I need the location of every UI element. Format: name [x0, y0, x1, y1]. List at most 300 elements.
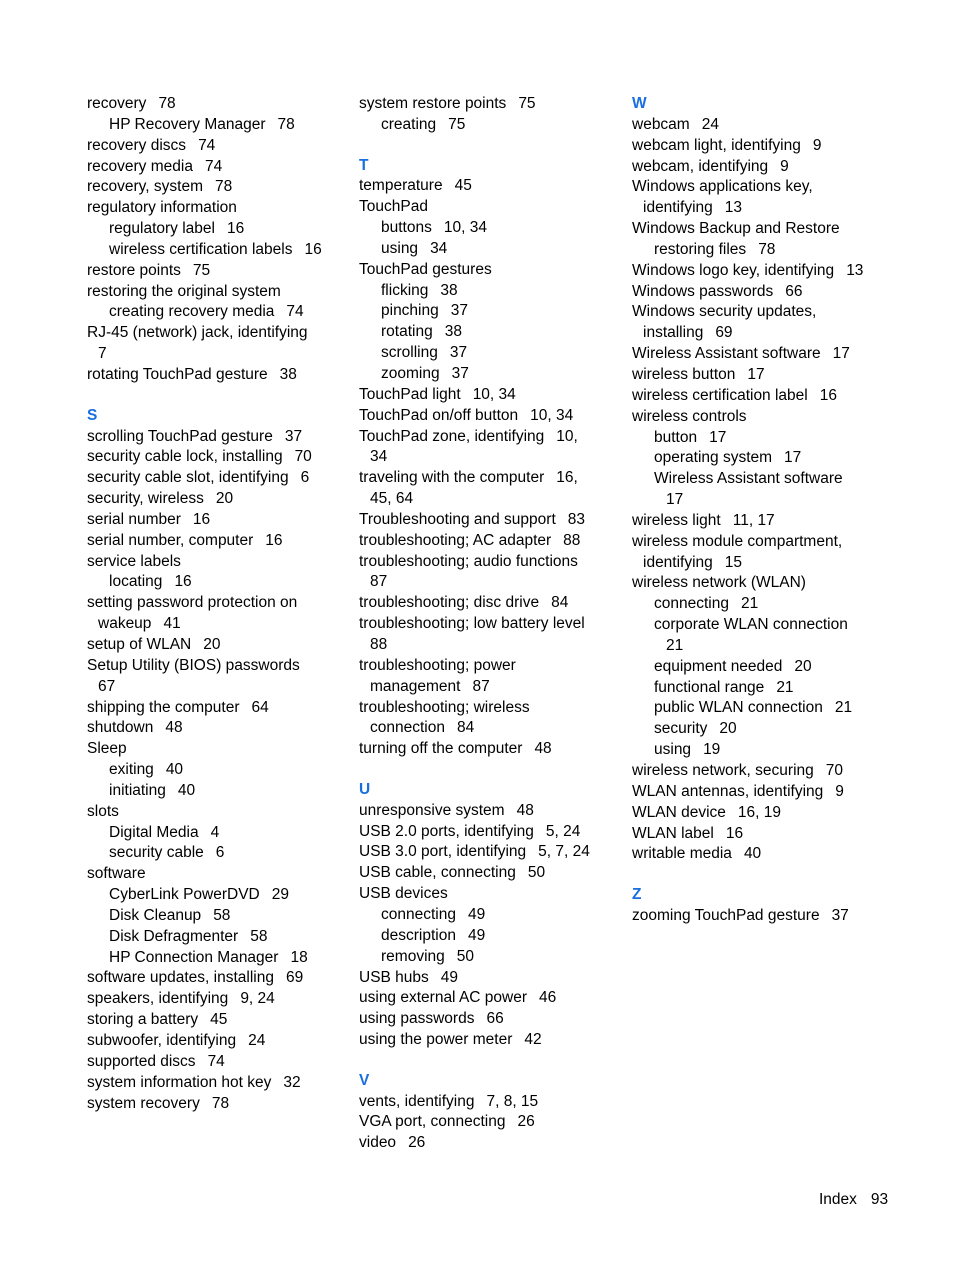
entry-term: locating — [109, 573, 163, 591]
entry-term: identifying — [643, 553, 713, 571]
entry-term: Troubleshooting and support — [359, 510, 556, 528]
entry-page-refs: 37 — [449, 344, 468, 362]
entry-term: USB devices — [359, 885, 448, 903]
entry-page-refs: 66 — [486, 1010, 504, 1028]
index-entry — [632, 282, 882, 303]
entry-term: Disk Defragmenter — [109, 927, 239, 945]
entry-page-refs: 17 — [784, 449, 802, 467]
index-entry — [359, 1009, 609, 1030]
entry-page-refs: 20 — [203, 635, 221, 653]
entry-term: recovery — [87, 95, 147, 112]
entry-page-refs: 16 — [725, 824, 744, 842]
index-entry — [632, 344, 882, 365]
index-entry — [359, 197, 609, 218]
entry-term: 88 — [370, 635, 388, 653]
index-subentry — [359, 239, 609, 260]
entry-page-refs: 18 — [290, 948, 308, 966]
index-subentry — [359, 364, 609, 385]
index-entry — [87, 1094, 337, 1115]
index-subentry — [632, 698, 882, 719]
entry-page-refs: 49 — [467, 926, 486, 944]
index-subentry — [632, 740, 882, 761]
entry-page-refs: 21 — [776, 678, 794, 696]
entry-term: security — [654, 720, 708, 738]
entry-page-refs: 50 — [456, 947, 474, 965]
entry-term: initiating — [109, 781, 166, 799]
entry-term: troubleshooting; audio functions — [359, 552, 578, 570]
index-subentry — [359, 905, 609, 926]
index-entry — [87, 1073, 337, 1094]
entry-page-refs: 4 — [210, 823, 220, 841]
index-entry — [359, 510, 609, 531]
entry-term: slots — [87, 802, 119, 820]
index-entry — [359, 842, 609, 863]
index-entry — [87, 968, 337, 989]
entry-term: operating system — [654, 449, 773, 467]
section-letter: U — [359, 780, 371, 798]
entry-page-refs: 88 — [563, 531, 581, 549]
entry-term: software — [87, 865, 146, 883]
entry-page-refs: 49 — [467, 906, 486, 923]
entry-term: wakeup — [98, 615, 152, 633]
entry-page-refs: 17 — [709, 428, 727, 446]
index-subentry — [87, 760, 337, 781]
entry-page-refs: 13 — [846, 261, 864, 279]
entry-term: wireless network, securing — [632, 762, 814, 779]
entry-page-refs: 38 — [444, 323, 462, 341]
index-entry — [87, 510, 337, 531]
index-subentry — [632, 594, 882, 615]
entry-page-refs: 78 — [158, 95, 176, 112]
entry-term: 21 — [666, 636, 684, 654]
index-subentry — [87, 906, 337, 927]
index-subentry — [632, 448, 882, 469]
entry-page-refs: 78 — [277, 115, 295, 133]
footer-label: Index — [819, 1191, 857, 1208]
entry-term: serial number — [87, 510, 181, 528]
index-entry — [632, 115, 882, 136]
entry-term: shutdown — [87, 719, 154, 737]
entry-page-refs: 16 — [192, 510, 211, 528]
index-entry — [87, 593, 337, 614]
entry-page-refs: 69 — [285, 969, 304, 987]
entry-term: USB cable, connecting — [359, 864, 516, 882]
index-entry-continuation — [632, 553, 882, 574]
entry-term: scrolling TouchPad gesture — [87, 427, 273, 445]
entry-page-refs: 37 — [284, 427, 303, 445]
index-subentry — [359, 947, 609, 968]
index-entry — [359, 863, 609, 884]
entry-page-refs: 74 — [198, 136, 216, 154]
entry-term: zooming TouchPad gesture — [632, 906, 820, 924]
entry-term: connection — [370, 719, 445, 737]
entry-term: restoring the original system — [87, 282, 281, 300]
index-entry — [359, 1030, 609, 1051]
index-subentry — [632, 490, 882, 511]
entry-term: recovery media — [87, 157, 193, 175]
entry-term: troubleshooting; disc drive — [359, 594, 540, 612]
entry-term: wireless light — [632, 511, 721, 529]
entry-page-refs: 16 — [819, 386, 837, 404]
entry-term: equipment needed — [654, 657, 783, 675]
index-entry — [87, 552, 337, 573]
entry-term: installing — [643, 324, 704, 342]
index-subentry — [87, 927, 337, 948]
index-entry — [359, 385, 609, 406]
index-subentry — [87, 302, 337, 323]
index-entry — [87, 531, 337, 552]
index-entry — [632, 177, 882, 198]
entry-term: zooming — [381, 365, 440, 383]
entry-term: wireless module compartment, — [632, 532, 843, 550]
entry-term: troubleshooting; low battery level — [359, 615, 585, 633]
index-entry — [632, 407, 882, 428]
entry-page-refs: 10, 34 — [530, 406, 574, 424]
index-entry — [87, 864, 337, 885]
index-subentry — [632, 719, 882, 740]
index-entry — [359, 552, 609, 573]
entry-term: Setup Utility (BIOS) passwords — [87, 656, 300, 674]
entry-term: TouchPad light — [359, 385, 461, 403]
entry-term: using — [381, 239, 419, 257]
entry-term: webcam — [632, 115, 690, 133]
entry-term: exiting — [109, 761, 154, 779]
entry-term: 45, 64 — [370, 490, 414, 508]
entry-term: functional range — [654, 678, 765, 696]
index-entry-continuation — [87, 677, 337, 698]
section-letter: Z — [632, 886, 642, 904]
index-entry-continuation — [359, 718, 609, 739]
index-entry — [87, 698, 337, 719]
entry-page-refs: 58 — [213, 906, 231, 924]
entry-page-refs: 24 — [248, 1032, 266, 1050]
entry-term: WLAN device — [632, 803, 726, 821]
index-entry — [632, 261, 882, 282]
index-entry — [87, 802, 337, 823]
index-entry — [359, 801, 609, 822]
index-entry — [632, 761, 882, 782]
entry-page-refs: 11, 17 — [732, 511, 775, 529]
entry-page-refs: 21 — [740, 595, 759, 613]
entry-page-refs: 26 — [408, 1134, 426, 1152]
index-subentry — [632, 636, 882, 657]
index-entry-continuation — [359, 677, 609, 698]
entry-term: buttons — [381, 219, 432, 237]
index-entry — [359, 822, 609, 843]
entry-term: pinching — [381, 302, 439, 320]
entry-term: webcam light, identifying — [632, 136, 801, 154]
entry-term: TouchPad — [359, 198, 428, 216]
entry-page-refs: 37 — [451, 365, 469, 383]
entry-term: temperature — [359, 177, 443, 195]
index-entry — [87, 718, 337, 739]
entry-term: TouchPad gestures — [359, 260, 492, 278]
entry-page-refs: 74 — [204, 157, 223, 175]
index-entry — [359, 176, 609, 197]
index-entry — [87, 94, 337, 115]
entry-page-refs: 16 — [226, 220, 245, 238]
entry-term: security cable lock, installing — [87, 448, 283, 466]
entry-term: Windows passwords — [632, 282, 774, 300]
entry-term: speakers, identifying — [87, 990, 229, 1008]
entry-term: USB 2.0 ports, identifying — [359, 822, 534, 840]
entry-page-refs: 37 — [831, 906, 849, 924]
entry-page-refs: 5, 7, 24 — [538, 843, 590, 861]
entry-term: wireless button — [632, 365, 736, 383]
index-entry — [87, 365, 337, 386]
index-entry — [87, 136, 337, 157]
index-subentry — [632, 428, 882, 449]
entry-term: wireless certification labels — [109, 240, 293, 258]
entry-term: system restore points — [359, 95, 507, 112]
entry-page-refs: 24 — [701, 115, 719, 133]
entry-term: software updates, installing — [87, 969, 274, 987]
index-entry — [359, 656, 609, 677]
section-letter: T — [359, 156, 369, 174]
entry-term: security, wireless — [87, 490, 204, 508]
index-entry — [632, 573, 882, 594]
entry-page-refs: 9 — [812, 136, 822, 154]
index-entry-continuation — [359, 572, 609, 593]
index-entry — [632, 532, 882, 553]
index-entry — [87, 282, 337, 303]
page-number: 93 — [870, 1191, 889, 1208]
entry-term: HP Connection Manager — [109, 948, 279, 966]
entry-term: troubleshooting; AC adapter — [359, 531, 552, 549]
entry-term: restoring files — [654, 240, 747, 258]
index-subentry — [359, 115, 609, 136]
entry-page-refs: 9, 24 — [240, 990, 275, 1008]
index-entry — [632, 219, 882, 240]
entry-term: TouchPad zone, identifying — [359, 427, 545, 445]
index-entry — [632, 136, 882, 157]
entry-page-refs: 42 — [524, 1031, 542, 1049]
index-subentry — [632, 657, 882, 678]
entry-page-refs: 84 — [456, 719, 475, 737]
section-letter: S — [87, 406, 98, 424]
entry-term: security cable slot, identifying — [87, 469, 289, 487]
page-footer — [819, 1191, 888, 1209]
entry-page-refs: 10, 34 — [472, 385, 516, 403]
index-entry — [87, 468, 337, 489]
entry-term: VGA port, connecting — [359, 1113, 506, 1131]
entry-term: CyberLink PowerDVD — [109, 886, 260, 904]
index-entry — [359, 593, 609, 614]
index-entry-continuation — [632, 323, 882, 344]
entry-term: using — [654, 741, 692, 759]
section-letter: V — [359, 1071, 370, 1089]
index-entry-continuation — [359, 635, 609, 656]
index-subentry — [359, 322, 609, 343]
entry-term: Windows logo key, identifying — [632, 261, 835, 279]
entry-term: identifying — [643, 199, 713, 217]
entry-term: 67 — [98, 677, 116, 695]
entry-term: TouchPad on/off button — [359, 406, 519, 424]
index-subentry — [632, 240, 882, 261]
entry-term: recovery, system — [87, 178, 203, 196]
entry-term: management — [370, 677, 461, 695]
entry-term: RJ-45 (network) jack, identifying — [87, 324, 308, 342]
entry-page-refs: 21 — [834, 699, 853, 717]
entry-term: system information hot key — [87, 1073, 272, 1091]
index-entry — [87, 427, 337, 448]
index-entry — [359, 968, 609, 989]
index-subentry — [87, 219, 337, 240]
index-entry — [359, 406, 609, 427]
entry-term: rotating — [381, 323, 433, 341]
index-entry — [87, 635, 337, 656]
index-subentry — [87, 843, 337, 864]
entry-page-refs: 70 — [294, 448, 312, 466]
entry-page-refs: 87 — [472, 677, 490, 695]
entry-page-refs: 38 — [440, 281, 458, 299]
entry-term: using passwords — [359, 1010, 475, 1028]
entry-page-refs: 74 — [207, 1052, 225, 1070]
index-entry — [359, 468, 609, 489]
entry-page-refs: 6 — [215, 844, 225, 862]
index-entry — [632, 782, 882, 803]
entry-page-refs: 20 — [215, 490, 234, 508]
index-entry — [87, 656, 337, 677]
entry-page-refs: 19 — [703, 741, 721, 759]
entry-term: wireless controls — [632, 407, 747, 425]
entry-term: using external AC power — [359, 989, 528, 1007]
entry-term: subwoofer, identifying — [87, 1032, 237, 1050]
entry-term: supported discs — [87, 1052, 196, 1070]
entry-term: creating — [381, 115, 437, 133]
entry-term: flicking — [381, 281, 429, 299]
entry-page-refs: 48 — [516, 801, 534, 819]
entry-term: Disk Cleanup — [109, 906, 202, 924]
entry-term: serial number, computer — [87, 531, 254, 549]
entry-term: Wireless Assistant software — [654, 470, 843, 488]
entry-term: troubleshooting; wireless — [359, 698, 530, 716]
entry-term: writable media — [632, 845, 732, 863]
entry-page-refs: 16 — [265, 531, 283, 549]
index-entry — [359, 260, 609, 281]
index-entry — [87, 157, 337, 178]
index-subentry — [87, 885, 337, 906]
index-entry — [359, 1112, 609, 1133]
index-subentry — [87, 240, 337, 261]
index-subentry — [359, 343, 609, 364]
entry-term: troubleshooting; power — [359, 656, 516, 674]
entry-term: 34 — [370, 448, 388, 466]
entry-term: Windows Backup and Restore — [632, 220, 840, 238]
entry-term: storing a battery — [87, 1011, 199, 1029]
entry-term: system recovery — [87, 1094, 200, 1112]
entry-page-refs: 15 — [724, 553, 743, 571]
entry-page-refs: 74 — [286, 303, 304, 321]
entry-page-refs: 17 — [832, 345, 850, 363]
index-entry — [632, 803, 882, 824]
entry-page-refs: 75 — [192, 261, 211, 279]
entry-term: recovery discs — [87, 136, 187, 154]
entry-page-refs: 40 — [743, 845, 762, 863]
index-subentry — [87, 948, 337, 969]
entry-page-refs: 20 — [794, 657, 812, 675]
entry-term: traveling with the computer — [359, 469, 545, 487]
entry-page-refs: 13 — [724, 199, 743, 217]
entry-term: turning off the computer — [359, 740, 523, 758]
entry-page-refs: 58 — [250, 927, 268, 945]
entry-term: Wireless Assistant software — [632, 345, 821, 363]
entry-page-refs: 6 — [300, 469, 310, 487]
index-entry — [632, 365, 882, 386]
index-entry — [87, 447, 337, 468]
index-entry — [359, 698, 609, 719]
entry-page-refs: 9 — [780, 157, 789, 175]
entry-page-refs: 40 — [165, 761, 184, 779]
entry-term: restore points — [87, 261, 181, 279]
index-subentry — [632, 615, 882, 636]
entry-term: Windows applications key, — [632, 178, 813, 196]
index-entry — [87, 489, 337, 510]
index-entry — [632, 906, 882, 927]
index-entry — [632, 844, 882, 865]
entry-term: rotating TouchPad gesture — [87, 365, 268, 383]
index-entry — [87, 198, 337, 219]
entry-term: wireless network (WLAN) — [632, 574, 806, 592]
entry-page-refs: 69 — [715, 324, 733, 342]
index-subentry — [359, 281, 609, 302]
index-entry — [359, 94, 609, 115]
entry-term: removing — [381, 947, 445, 965]
entry-page-refs: 45 — [454, 177, 472, 195]
entry-term: service labels — [87, 552, 181, 570]
index-entry — [87, 1031, 337, 1052]
index-entry-continuation — [87, 344, 337, 365]
entry-page-refs: 45 — [210, 1011, 228, 1029]
entry-term: USB 3.0 port, identifying — [359, 843, 527, 861]
entry-page-refs: 9 — [835, 782, 844, 800]
index-entry — [87, 1010, 337, 1031]
entry-page-refs: 50 — [527, 864, 546, 882]
entry-term: unresponsive system — [359, 801, 505, 819]
entry-page-refs: 49 — [440, 968, 459, 986]
entry-term: connecting — [654, 595, 729, 613]
entry-page-refs: 16 — [174, 573, 192, 591]
index-entry — [359, 739, 609, 760]
entry-term: using the power meter — [359, 1031, 513, 1049]
entry-page-refs: 29 — [271, 886, 289, 904]
index-entry — [359, 884, 609, 905]
entry-page-refs: 5, 24 — [545, 822, 581, 840]
index-column-3 — [632, 94, 882, 927]
index-entry — [87, 989, 337, 1010]
entry-term: corporate WLAN connection — [654, 616, 848, 634]
entry-page-refs: 75 — [518, 95, 536, 112]
index-entry — [632, 511, 882, 532]
entry-page-refs: 75 — [448, 115, 466, 133]
index-entry-continuation — [87, 614, 337, 635]
entry-term: scrolling — [381, 344, 438, 362]
index-entry — [359, 1133, 609, 1154]
index-entry — [632, 824, 882, 845]
entry-page-refs: 7, 8, 15 — [486, 1092, 539, 1110]
entry-term: 87 — [370, 573, 388, 591]
entry-page-refs: 37 — [450, 302, 468, 320]
entry-page-refs: 34 — [430, 239, 448, 257]
index-entry — [359, 531, 609, 552]
entry-term: HP Recovery Manager — [109, 115, 266, 133]
index-entry — [87, 323, 337, 344]
index-subentry — [632, 469, 882, 490]
entry-term: WLAN label — [632, 824, 714, 842]
entry-term: setup of WLAN — [87, 635, 192, 653]
index-entry — [359, 1092, 609, 1113]
entry-page-refs: 10, 34 — [443, 219, 487, 237]
